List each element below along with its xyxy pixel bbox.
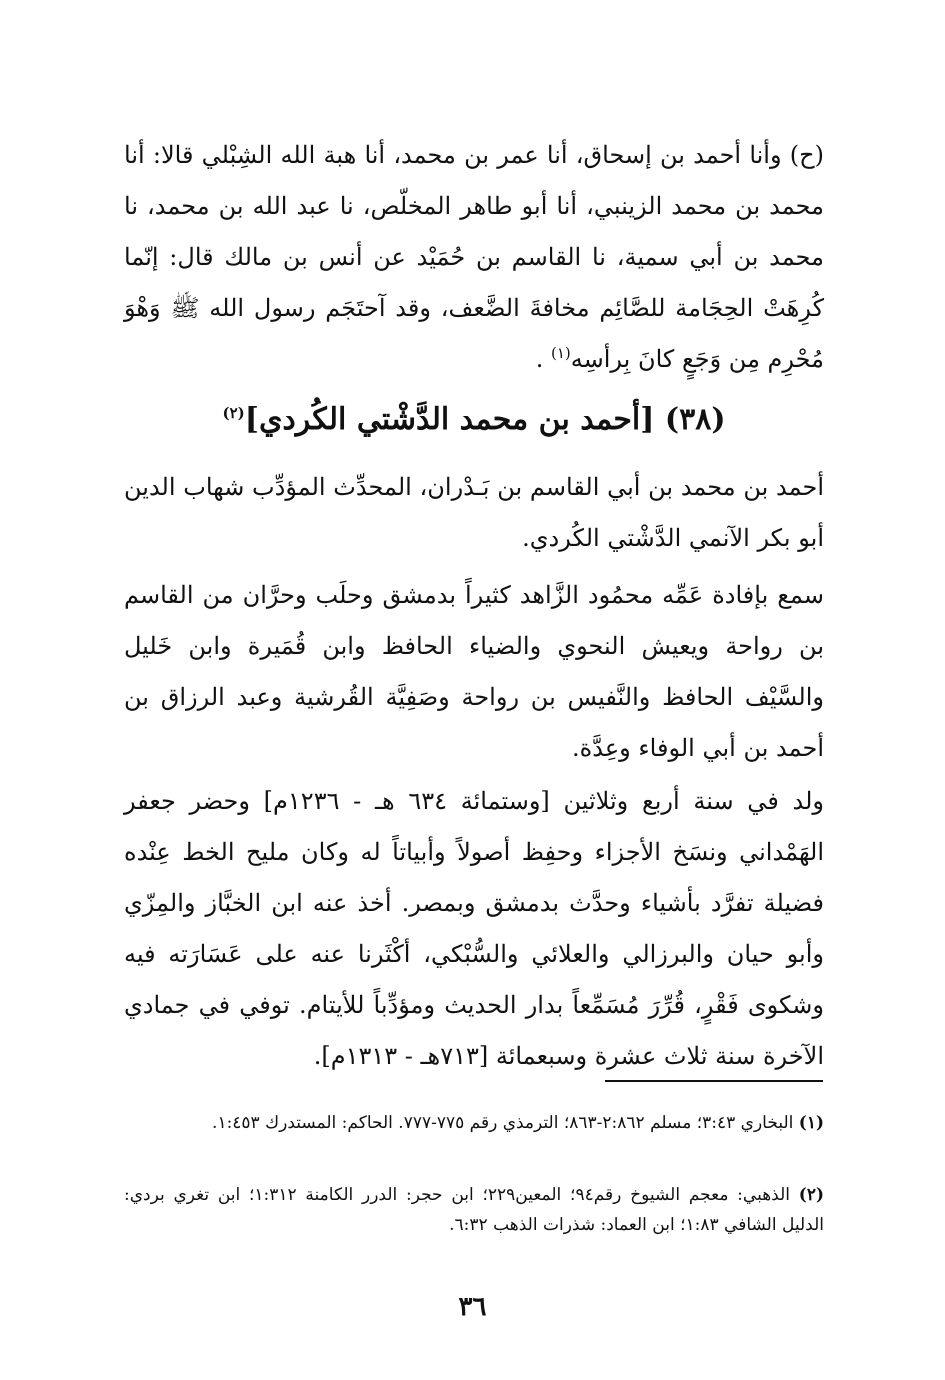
paragraph-isnad-text: (ح) وأنا أحمد بن إسحاق، أنا عمر بن محمد، أنا هبة الله الشِبْلي قالا: أنا محمد بن محمد الزينبي، أنا أبو طاهر المخلّص، نا عبد الله بن محمد، نا محمد بن أبي سمية، نا القاسم بن حُمَيْد عن أنس بن مالك قال: إنّما كُرِهَتْ الحِجَامة للصَّائِم مخافةَ الضَّعف، وقد آحتَجَم رسول الله ﷺ وَهْوَ مُحْرِم مِن وَجَعٍ كانَ بِرأسِه xyxy=(124,141,824,373)
footnote-1-number: (١) xyxy=(798,1113,824,1133)
footnote-ref-2: (٢) xyxy=(222,404,245,422)
footnote-2 xyxy=(124,1180,824,1240)
footnote-separator xyxy=(605,1080,823,1082)
paragraph-isnad-end: . xyxy=(535,345,551,373)
paragraph-isnad xyxy=(124,130,824,385)
paragraph-name: أحمد بن محمد بن أبي القاسم بن بَـدْران، المحدِّث المؤدِّب شهاب الدين أبو بكر الآنمي الدَّشْتي الكُردي. xyxy=(124,473,825,552)
footnote-1-text: البخاري ٣:٤٣؛ مسلم ٢:٨٦٢-٨٦٣؛ الترمذي رقم ٧٧٥-٧٧٧. الحاكم: المستدرك ١:٤٥٣. xyxy=(212,1113,794,1133)
page-number: ٣٦ xyxy=(458,1292,487,1322)
footnote-2-number: (٢) xyxy=(798,1185,824,1205)
footnote-ref-1: (١) xyxy=(551,344,571,362)
footnote-2-text: الذهبي: معجم الشيوخ رقم٩٤؛ المعين٢٢٩؛ ابن حجر: الدرر الكامنة ١:٣١٢؛ ابن تغري بردي: الدليل الشافي ١:٨٣؛ ابن العماد: شذرات الذهب ٦:٣٢. xyxy=(124,1185,824,1235)
footnote-1 xyxy=(124,1108,824,1138)
entry-heading xyxy=(124,395,824,445)
paragraph-teachers: سمع بإفادة عَمِّه محمُود الزَّاهد كثيراً بدمشق وحلَب وحرَّان من القاسم بن رواحة ويعيش النحوي والضياء الحافظ وابن قُمَيرة وابن خَليل والسَّيْف الحافظ والنَّفيس بن رواحة وصَفِيَّة القُرشية وعبد الرزاق بن أحمد بن أبي الوفاء وعِدَّة. xyxy=(124,581,824,762)
paragraph-biography: ولد في سنة أربع وثلاثين [وستمائة ٦٣٤ هـ - ١٢٣٦م] وحضر جعفر الهَمْداني ونسَخ الأجزاء وحفِظ أصولاً وأبياتاً له وكان مليح الخط عِنْده فضيلة تفرَّد بأشياء وحدَّث بدمشق وبمصر. أخذ عنه ابن الخبَّاز والمِزّي وأبو حيان والبرزالي والعلائي والسُّبْكي، أكْثَرنا عنه على عَسَارَته فيه وشكوى فَقْرٍ، قُرِّرَ مُسَمِّعاً بدار الحديث ومؤدِّباً للأيتام. توفي في جمادي الآخرة سنة ثلاث عشرة وسبعمائة [٧١٣هـ - ١٣١٣م]. xyxy=(124,787,824,1070)
entry-heading-text: (٣٨) [أحمد بن محمد الدَّشْتي الكُردي] xyxy=(244,402,726,437)
